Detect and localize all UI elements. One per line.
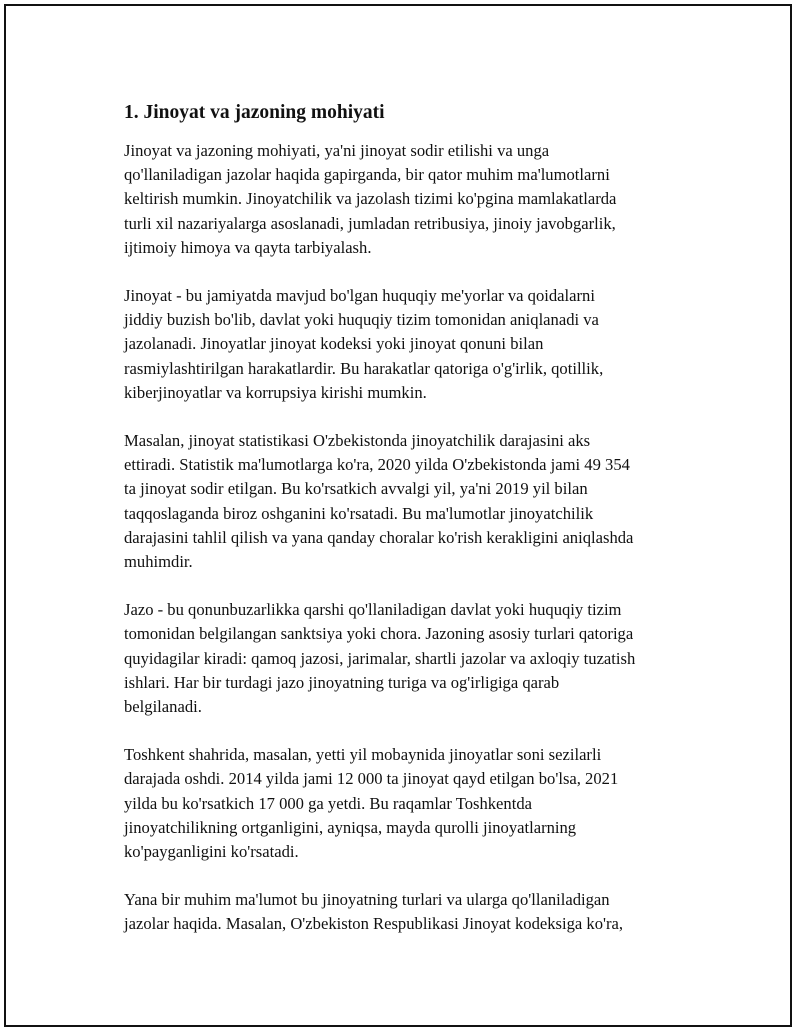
paragraph-crime-statistics: Masalan, jinoyat statistikasi O'zbekistonda jinoyatchilik darajasini aks ettiradi. Statistik ma'lumotlarga ko'ra, 2020 yilda O'zbekistonda jami 49 354 ta jinoyat sodir etilgan. Bu ko'rsatkich avvalgi yil, ya'ni 2019 yil bilan taqqoslaganda biroz oshganini ko'rsatadi. Bu ma'lumotlar jinoyatchilik darajasini tahlil qilish va yana qanday choralar ko'rish kerakligini aniqlashda muhimdir. (124, 431, 634, 572)
section-heading: 1. Jinoyat va jazoning mohiyati (124, 102, 385, 123)
paragraph-crime-definition: Jinoyat - bu jamiyatda mavjud bo'lgan huquqiy me'yorlar va qoidalarni jiddiy buzish bo'lib, davlat yoki huquqiy tizim tomonidan aniqlanadi va jazolanadi. Jinoyatlar jinoyat kodeksi yoki jinoyat qonuni bilan rasmiylashtirilgan harakatlardir. Bu harakatlar qatoriga o'g'irlik, qotillik, kiberjinoyatlar va korrupsiya kirishi mumkin. (124, 286, 604, 402)
paragraph-punishment-definition: Jazo - bu qonunbuzarlikka qarshi qo'llaniladigan davlat yoki huquqiy tizim tomonidan belgilangan sanktsiya yoki chora. Jazoning asosiy turlari qatoriga quyidagilar kiradi: qamoq jazosi, jarimalar, shartli jazolar va axloqiy tuzatish ishlari. Har bir turdagi jazo jinoyatning turiga va og'irligiga qarab belgilanadi. (124, 600, 636, 717)
page-frame (4, 4, 792, 1027)
document-body (124, 100, 704, 961)
paragraph-crime-types: Yana bir muhim ma'lumot bu jinoyatning turlari va ularga qo'llaniladigan jazolar haqida. Masalan, O'zbekiston Respublikasi Jinoyat kodeksiga ko'ra, (124, 890, 624, 934)
paragraph-intro: Jinoyat va jazoning mohiyati, ya'ni jinoyat sodir etilishi va unga qo'llaniladigan jazolar haqida gapirganda, bir qator muhim ma'lumotlarni keltirish mumkin. Jinoyatchilik va jazolash tizimi ko'pgina mamlakatlarda turli xil nazariyalarga asoslanadi, jumladan retribusiya, jinoiy javobgarlik, ijtimoiy himoya va qayta tarbiyalash. (124, 141, 617, 257)
paragraph-tashkent-statistics: Toshkent shahrida, masalan, yetti yil mobaynida jinoyatlar soni sezilarli darajada oshdi. 2014 yilda jami 12 000 ta jinoyat qayd etilgan bo'lsa, 2021 yilda bu ko'rsatkich 17 000 ga yetdi. Bu raqamlar Toshkentda jinoyatchilikning ortganligini, ayniqsa, mayda qurolli jinoyatlarning ko'payganligini ko'rsatadi. (124, 745, 619, 862)
